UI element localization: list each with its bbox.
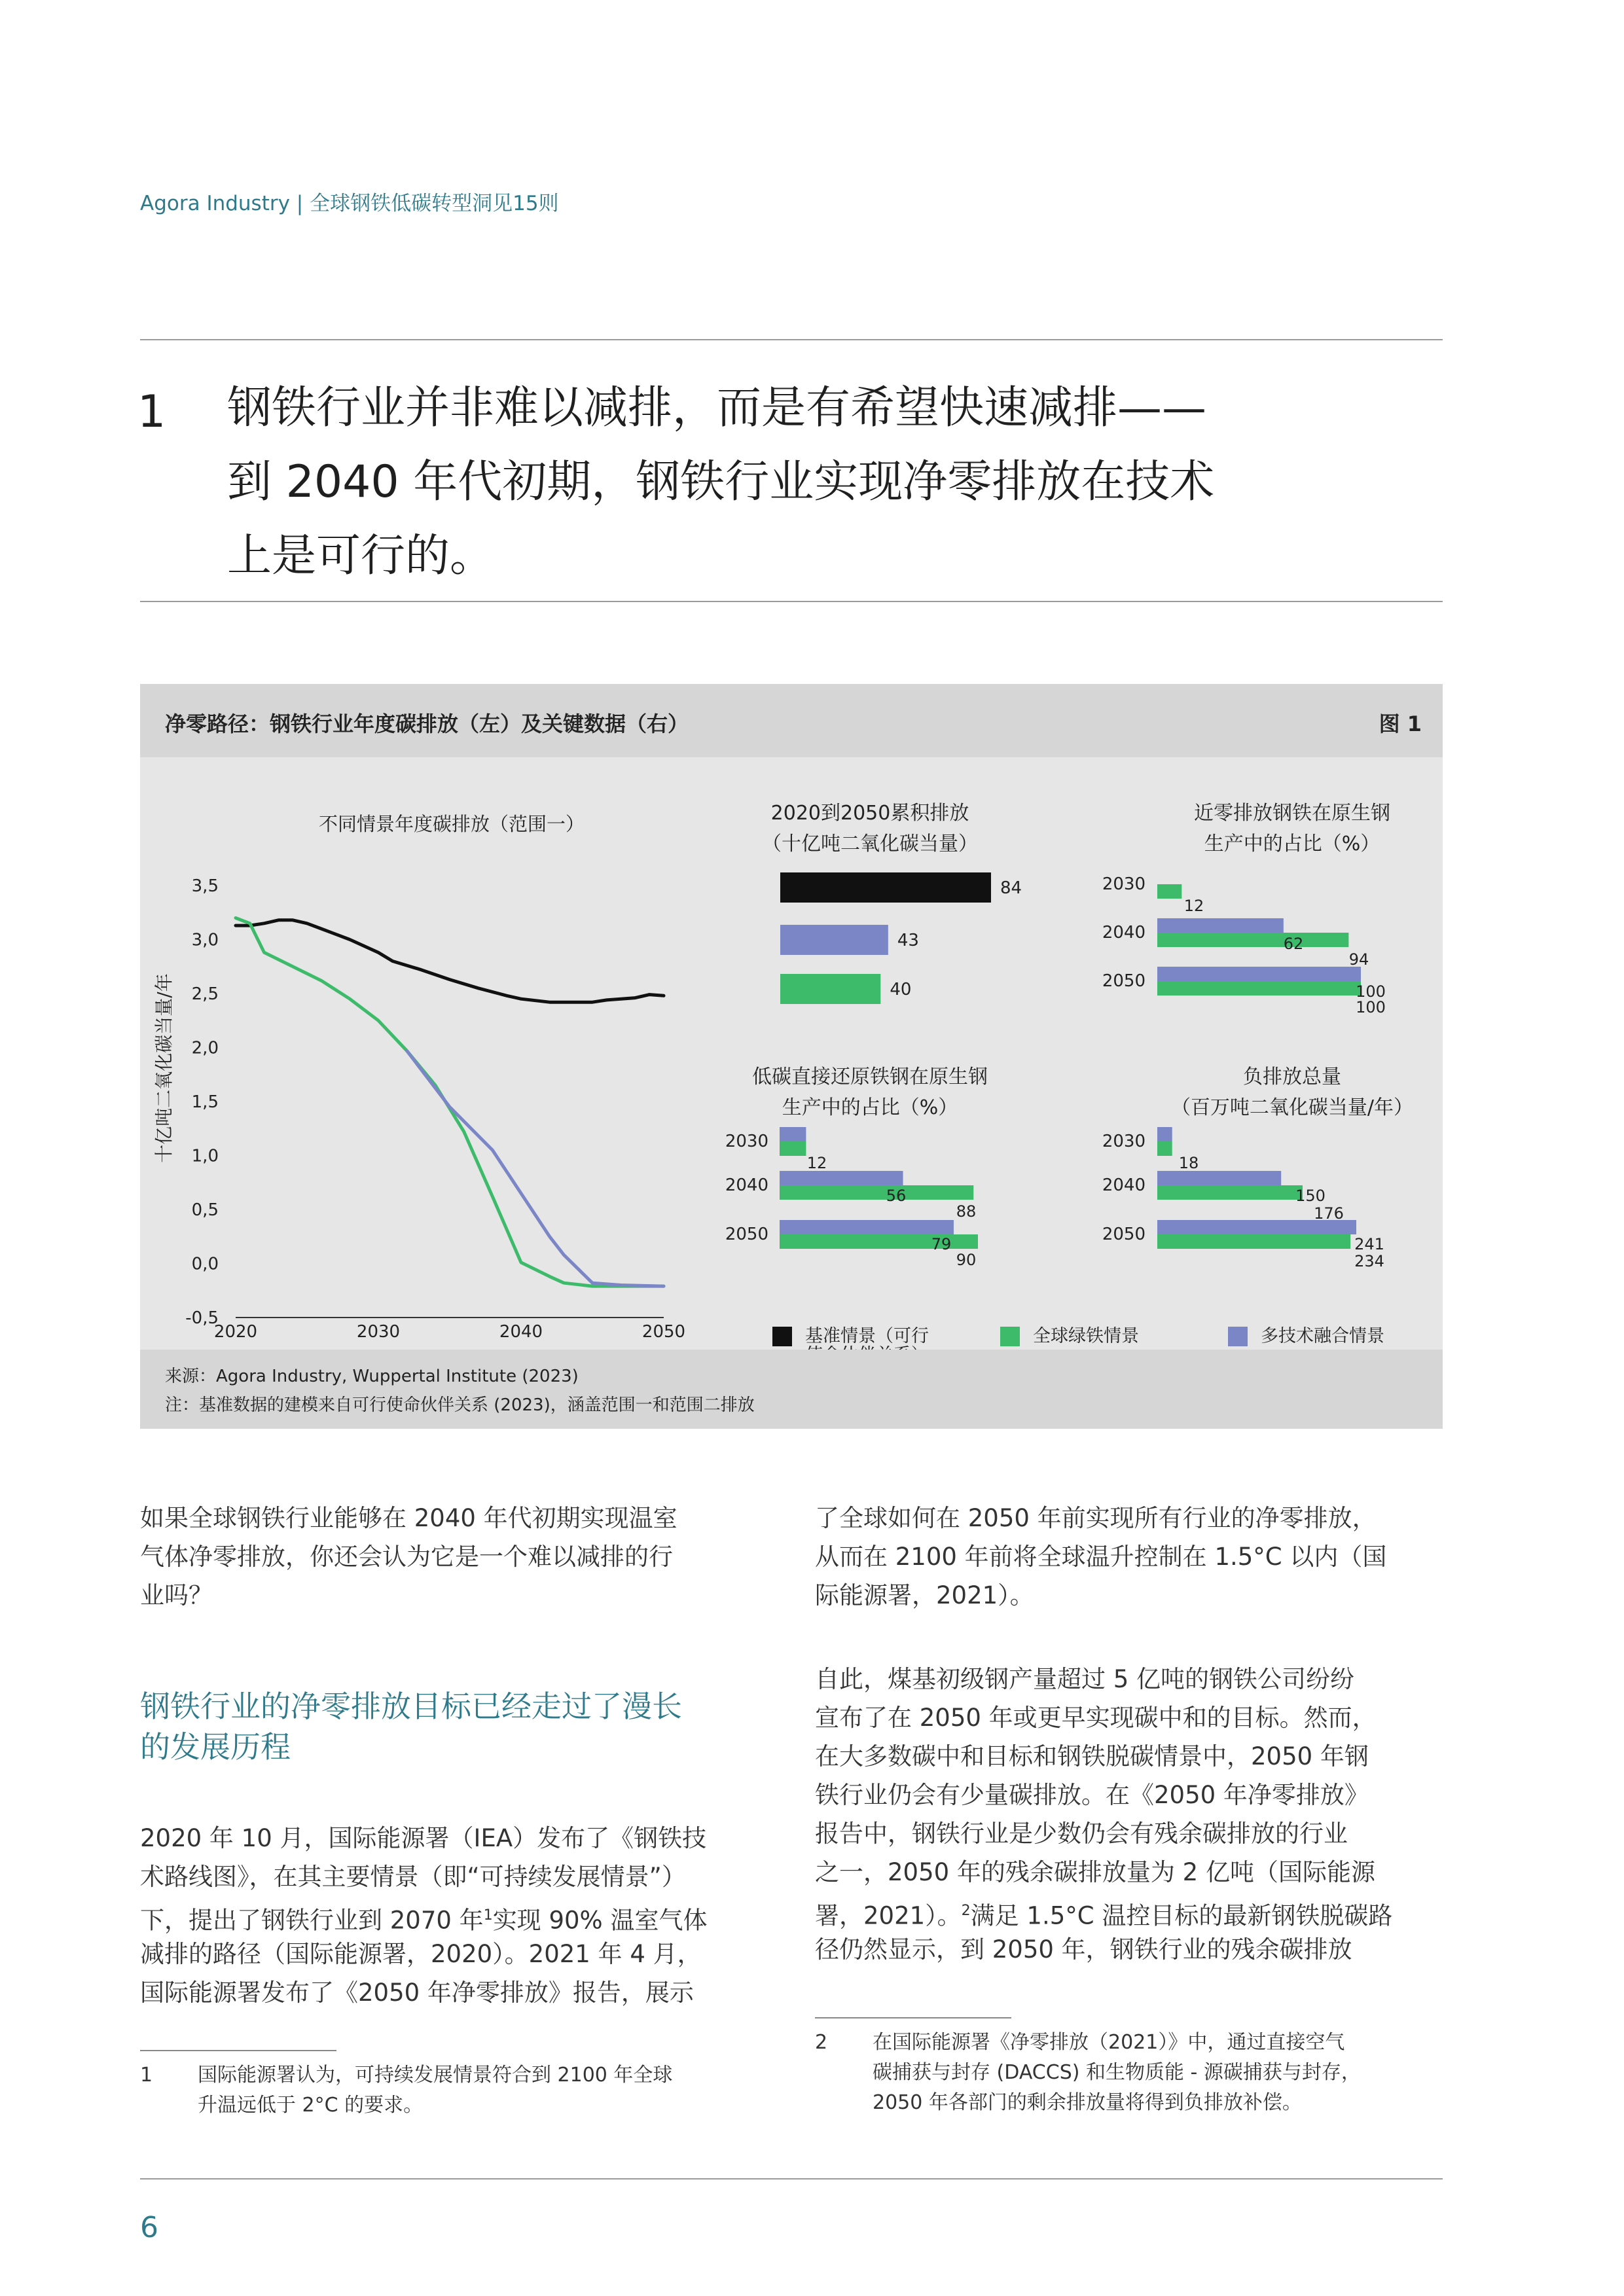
bar-value-label: 88 (956, 1202, 977, 1221)
x-axis-ticks (214, 1322, 685, 1342)
category-label: 2030 (1102, 874, 1146, 894)
category-label: 2040 (725, 1175, 768, 1195)
cumulative-bars (780, 872, 1022, 1004)
right-footnote-number: 2 (815, 2031, 828, 2054)
cumulative-subtitle: （十亿吨二氧化碳当量） (762, 833, 978, 855)
figure-label: 图 1 (1379, 711, 1422, 736)
y-tick-label: 3,0 (191, 930, 219, 950)
bar-multi (780, 1220, 954, 1234)
y-tick-label: 1,5 (191, 1092, 219, 1112)
bar-value-label: 150 (1295, 1187, 1326, 1205)
bar-value-label: 241 (1354, 1235, 1384, 1253)
right-footnote-line-1: 在国际能源署《净零排放（2021）》中，通过直接空气 (873, 2031, 1345, 2054)
category-label: 2040 (1102, 1175, 1146, 1195)
bar-multi (1157, 918, 1284, 933)
left-para-1-line-2: 气体净零排放，你还会认为它是一个难以减排的行 (140, 1543, 673, 1571)
dri-title: 低碳直接还原铁钢在原生钢 (752, 1066, 988, 1088)
category-label: 2050 (1102, 971, 1146, 991)
y-tick-label: -0,5 (185, 1308, 219, 1328)
cumulative-value: 84 (1000, 878, 1022, 898)
section-subhead-line-1: 钢铁行业的净零排放目标已经走过了漫长 (140, 1689, 682, 1724)
bar-multi (780, 1171, 903, 1185)
legend-swatch-green (1000, 1327, 1020, 1346)
right-para-2-line-4: 铁行业仍会有少量碳排放。在《2050 年净零排放》 (815, 1781, 1369, 1809)
right-para-1-line-3: 际能源署，2021）。 (815, 1581, 1034, 1609)
heading-rule (140, 601, 1443, 602)
footnote-ref-2[interactable]: 2 (961, 1903, 971, 1919)
figure-header (140, 684, 1443, 757)
right-para-1-line-1: 了全球如何在 2050 年前实现所有行业的净零排放， (815, 1504, 1377, 1532)
bar-value-label: 100 (1356, 982, 1386, 1001)
legend-swatch-baseline (772, 1327, 792, 1346)
heading-line-3: 上是可行的。 (227, 530, 495, 582)
negative-bars (1102, 1127, 1384, 1270)
heading-number: 1 (137, 386, 166, 438)
cumulative-bar (780, 872, 991, 903)
bar-value-label: 79 (931, 1235, 952, 1253)
y-axis-label: 十亿吨二氧化碳当量/年 (153, 973, 175, 1163)
running-head: Agora Industry | 全球钢铁低碳转型洞见15则 (140, 192, 559, 215)
bar-value-label: 12 (1183, 897, 1204, 915)
y-tick-label: 0,0 (191, 1254, 219, 1274)
right-para-2-line-2: 宣布了在 2050 年或更早实现碳中和的目标。然而， (815, 1704, 1377, 1732)
bar-green (1157, 1141, 1172, 1156)
right-footnote-line-2: 碳捕获与封存 (DACCS) 和生物质能 - 源碳捕获与封存， (873, 2061, 1361, 2084)
bar-green (780, 1141, 806, 1156)
left-para-2-line-4: 减排的路径（国际能源署，2020）。2021 年 4 月， (140, 1940, 702, 1968)
right-para-2-line-3: 在大多数碳中和目标和钢铁脱碳情景中，2050 年钢 (815, 1742, 1369, 1770)
left-para-2-line-1: 2020 年 10 月，国际能源署（IEA）发布了《钢铁技 (140, 1824, 707, 1852)
cumulative-title: 2020到2050累积排放 (770, 802, 969, 825)
legend-label-multi: 多技术融合情景 (1261, 1326, 1384, 1346)
line-series-3 (407, 1051, 664, 1287)
category-label: 2030 (725, 1132, 768, 1151)
left-para-2-line-3b: 实现 90% 温室气体 (492, 1906, 708, 1935)
figure-note: 注：基准数据的建模来自可行使命伙伴关系 (2023)，涵盖范围一和范围二排放 (165, 1395, 755, 1415)
line-series-1 (236, 920, 664, 1002)
line-series (236, 918, 664, 1287)
y-tick-label: 0,5 (191, 1200, 219, 1220)
right-para-2-line-5: 报告中，钢铁行业是少数仍会有残余碳排放的行业 (815, 1820, 1348, 1848)
x-tick-label: 2050 (641, 1322, 686, 1342)
bar-green (1157, 933, 1348, 947)
bar-value-label: 62 (1283, 935, 1304, 953)
negative-title: 负排放总量 (1243, 1066, 1341, 1088)
near-zero-subtitle: 生产中的占比（%） (1204, 833, 1380, 855)
bar-value-label: 176 (1314, 1204, 1344, 1223)
bar-multi (1157, 1171, 1281, 1185)
category-label: 2040 (1102, 923, 1146, 942)
bottom-rule (140, 2178, 1443, 2179)
figure-1 (140, 684, 1443, 1429)
left-footnote-rule (140, 2050, 336, 2051)
bar-green (1157, 981, 1361, 996)
left-para-2-line-3 (140, 1896, 707, 1939)
x-tick-label: 2030 (356, 1322, 401, 1342)
bar-multi (1157, 1127, 1172, 1141)
figure-chart-area (140, 757, 1443, 1350)
right-para-2-line-7b: 满足 1.5°C 温控目标的最新钢铁脱碳路 (970, 1901, 1393, 1930)
figure-source: 来源：Agora Industry, Wuppertal Institute (2023) (165, 1367, 579, 1386)
category-label: 2050 (1102, 1225, 1146, 1244)
section-subhead-line-2: 的发展历程 (140, 1729, 291, 1765)
left-para-2-line-3a: 下，提出了钢铁行业到 2070 年 (140, 1906, 484, 1935)
bar-value-label: 18 (1178, 1154, 1199, 1172)
page-number: 6 (140, 2211, 158, 2244)
right-para-2-line-8: 径仍然显示，到 2050 年，钢铁行业的残余碳排放 (815, 1935, 1352, 1964)
bar-value-label: 100 (1356, 998, 1386, 1016)
right-para-2-line-6: 之一，2050 年的残余碳排放量为 2 亿吨（国际能源 (815, 1858, 1375, 1886)
bar-value-label: 94 (1348, 950, 1369, 969)
line-chart-title: 不同情景年度碳排放（范围一） (318, 813, 585, 835)
bar-value-label: 12 (806, 1154, 827, 1172)
bar-value-label: 90 (956, 1251, 977, 1269)
y-axis-ticks (185, 876, 219, 1328)
top-rule (140, 339, 1443, 340)
category-label: 2050 (725, 1225, 768, 1244)
y-tick-label: 2,5 (191, 984, 219, 1004)
left-para-1-line-3: 业吗？ (140, 1581, 213, 1609)
right-para-2-line-1: 自此，煤基初级钢产量超过 5 亿吨的钢铁公司纷纷 (815, 1665, 1355, 1693)
bar-green (780, 1185, 973, 1200)
left-footnote-line-1: 国际能源署认为，可持续发展情景符合到 2100 年全球 (198, 2064, 673, 2087)
bar-multi (1157, 967, 1361, 981)
left-footnote-number: 1 (140, 2064, 153, 2087)
y-tick-label: 3,5 (191, 876, 219, 896)
negative-subtitle: （百万吨二氧化碳当量/年） (1170, 1096, 1414, 1119)
heading-line-2: 到 2040 年代初期，钢铁行业实现净零排放在技术 (227, 456, 1215, 508)
category-label: 2030 (1102, 1132, 1146, 1151)
left-para-1-line-1: 如果全球钢铁行业能够在 2040 年代初期实现温室 (140, 1504, 677, 1532)
y-tick-label: 2,0 (191, 1038, 219, 1058)
right-para-2-line-7a: 署，2021）。 (815, 1901, 962, 1930)
dri-subtitle: 生产中的占比（%） (782, 1096, 958, 1119)
legend-swatch-multi (1228, 1327, 1248, 1346)
cumulative-bar (780, 925, 888, 955)
footnote-ref-1[interactable]: 1 (483, 1907, 493, 1924)
near-zero-bars (1102, 874, 1386, 1016)
bar-multi (780, 1127, 806, 1141)
legend-label-green: 全球绿铁情景 (1033, 1326, 1139, 1346)
right-para-2-line-7 (815, 1892, 1392, 1935)
left-footnote-line-2: 升温远低于 2°C 的要求。 (198, 2094, 424, 2117)
right-para-1-line-2: 从而在 2100 年前将全球温升控制在 1.5°C 以内（国 (815, 1543, 1387, 1571)
bar-value-label: 234 (1354, 1252, 1384, 1270)
right-footnote-line-3: 2050 年各部门的剩余排放量将得到负排放补偿。 (873, 2091, 1302, 2114)
near-zero-title: 近零排放钢铁在原生钢 (1194, 802, 1390, 825)
y-tick-label: 1,0 (191, 1146, 219, 1166)
cumulative-value: 43 (897, 931, 919, 950)
bar-green (1157, 884, 1182, 899)
bar-green (1157, 1234, 1350, 1249)
line-series-2 (236, 918, 664, 1287)
figure-title: 净零路径：钢铁行业年度碳排放（左）及关键数据（右） (165, 711, 689, 736)
dri-bars (725, 1127, 978, 1269)
left-para-2-line-2: 术路线图》，在其主要情景（即“可持续发展情景”） (140, 1863, 686, 1891)
left-para-2-line-5: 国际能源署发布了《2050 年净零排放》报告，展示 (140, 1979, 694, 2007)
bar-value-label: 56 (886, 1187, 907, 1205)
cumulative-value: 40 (890, 980, 912, 999)
x-tick-label: 2020 (213, 1322, 258, 1342)
figure-footer (140, 1350, 1443, 1429)
right-footnote-rule (815, 2017, 1011, 2018)
cumulative-bar (780, 974, 880, 1004)
x-tick-label: 2040 (499, 1322, 543, 1342)
bar-green (1157, 1185, 1303, 1200)
legend-label-baseline: 基准情景（可行 (805, 1326, 929, 1346)
heading-line-1: 钢铁行业并非难以减排，而是有希望快速减排—— (227, 382, 1207, 434)
